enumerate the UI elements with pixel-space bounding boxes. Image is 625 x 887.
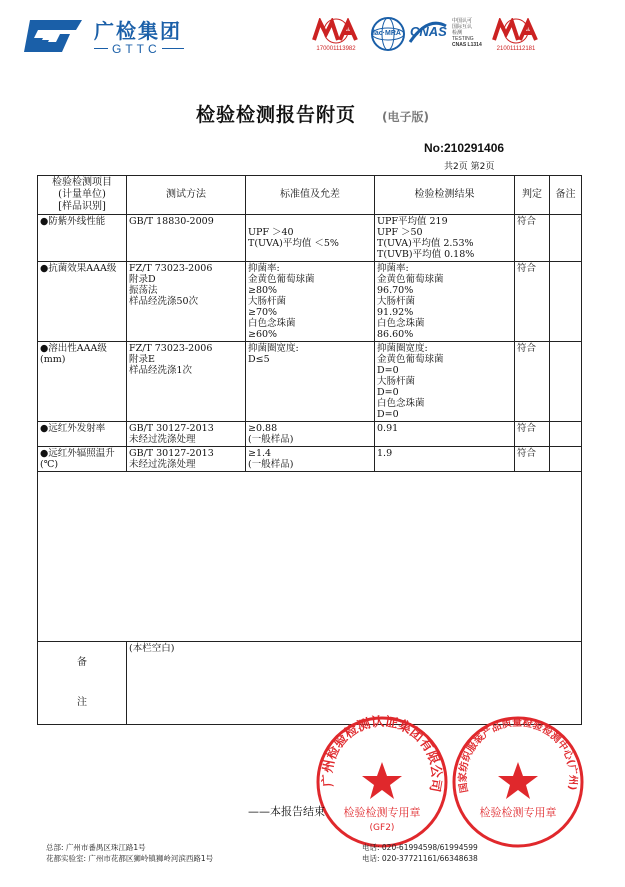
blank-row (38, 472, 582, 642)
footer-tel-2: 电话: 020-37721161/66348638 (362, 854, 478, 863)
header-verdict: 判定 (515, 176, 550, 215)
report-title (0, 100, 625, 127)
cell-standard: UPF ＞40 T(UVA)平均值 ＜5% (246, 215, 375, 262)
center-seal-icon (448, 712, 588, 852)
cell-result: 抑菌圈宽度: 金黄色葡萄球菌 D=0 大肠杆菌 D=0 白色念珠菌 D=0 (375, 342, 515, 422)
cell-verdict: 符合 (515, 447, 550, 472)
header-note: 备注 (550, 176, 582, 215)
svg-text:(GF2): (GF2) (369, 823, 395, 833)
cell-item: ●远红外发射率 (38, 422, 127, 447)
svg-text:国家纺织服装产品质量检验检测中心(广州): 国家纺织服装产品质量检验检测中心(广州) (457, 717, 579, 794)
footer-hq: 总部: 广州市番禺区珠江路1号 (46, 843, 146, 852)
header-method: 测试方法 (127, 176, 246, 215)
report-title-text: 检验检测报告附页 (196, 104, 357, 126)
cell-result: 抑菌率: 金黄色葡萄球菌 96.70% 大肠杆菌 91.92% 白色念珠菌 86.60% (375, 262, 515, 342)
cell-result: 0.91 (375, 422, 515, 447)
table-row (38, 215, 582, 262)
results-table (37, 175, 582, 725)
cell-verdict: 符合 (515, 422, 550, 447)
remark-label: 备 注 (38, 642, 127, 725)
cell-item: ●远红外辐照温升 (℃) (38, 447, 127, 472)
cma-right-code: 210011112181 (496, 46, 536, 52)
cell-standard: ≥0.88 (一般样品) (246, 422, 375, 447)
company-seal-icon (312, 712, 452, 852)
cell-standard: ≥1.4 (一般样品) (246, 447, 375, 472)
cma-left-icon (310, 18, 362, 44)
header-item: 检验检测项目 (计量单位) [样品识别] (38, 176, 127, 215)
footer-lab: 花都实验室: 广州市花都区狮岭镇狮岭河滨西路1号 (46, 854, 214, 863)
cma-right-icon (490, 18, 542, 44)
table-row (38, 342, 582, 422)
logo-en-text: GTTC (112, 42, 161, 56)
header-standard: 标准值及允差 (246, 176, 375, 215)
cnas-text: CNAS (410, 24, 447, 39)
header-result: 检验检测结果 (375, 176, 515, 215)
cnas-cn-text: 中国认可 国际互认 检测 TESTING CNAS L1314 (452, 18, 482, 48)
cell-item: ●防紫外线性能 (38, 215, 127, 262)
cell-method: FZ/T 73023-2006 附录D 振荡法 样品经洗涤50次 (127, 262, 246, 342)
logo-divider (94, 48, 108, 49)
cell-verdict: 符合 (515, 262, 550, 342)
table-row (38, 447, 582, 472)
table-header-row (38, 176, 582, 215)
svg-text:广州检验检测认证集团有限公司: 广州检验检测认证集团有限公司 (320, 714, 444, 793)
table-row (38, 422, 582, 447)
cell-result: 1.9 (375, 447, 515, 472)
cell-item: ●溶出性AAA级 (mm) (38, 342, 127, 422)
cell-note (550, 215, 582, 262)
footer-tel-1: 电话: 020-61994598/61994599 (362, 843, 478, 852)
report-number: No:210291406 (424, 141, 505, 155)
svg-text:检验检测专用章: 检验检测专用章 (479, 806, 557, 819)
remark-text: (本栏空白) (127, 642, 582, 725)
ilac-text: ilac·MRA (371, 30, 401, 37)
cell-note (550, 342, 582, 422)
svg-text:检验检测专用章: 检验检测专用章 (343, 806, 421, 819)
table-row (38, 262, 582, 342)
cell-method: GB/T 18830-2009 (127, 215, 246, 262)
cell-method: FZ/T 73023-2006 附录E 样品经洗涤1次 (127, 342, 246, 422)
report-end-note: ——本报告结束 (248, 805, 325, 818)
cell-verdict: 符合 (515, 342, 550, 422)
cell-note (550, 422, 582, 447)
cell-standard: 抑菌圈宽度: D≤5 (246, 342, 375, 422)
cell-method: GB/T 30127-2013 未经过洗涤处理 (127, 447, 246, 472)
cell-result: UPF平均值 219 UPF ＞50 T(UVA)平均值 2.53% T(UVB)平均值 0.18% (375, 215, 515, 262)
cell-method: GB/T 30127-2013 未经过洗涤处理 (127, 422, 246, 447)
page-count: 共2页 第2页 (444, 162, 495, 172)
gttc-logo-icon (22, 18, 84, 54)
edition-label: (电子版) (382, 110, 429, 124)
cell-note (550, 262, 582, 342)
cell-item: ●抗菌效果AAA级 (38, 262, 127, 342)
cell-note (550, 447, 582, 472)
cma-left-code: 170001113982 (316, 46, 356, 52)
logo-divider (162, 48, 184, 49)
cell-verdict: 符合 (515, 215, 550, 262)
blank-area (38, 472, 582, 642)
logo-cn-text: 广检集团 (94, 19, 182, 43)
cell-standard: 抑菌率: 金黄色葡萄球菌 ≥80% 大肠杆菌 ≥70% 白色念珠菌 ≥60% (246, 262, 375, 342)
